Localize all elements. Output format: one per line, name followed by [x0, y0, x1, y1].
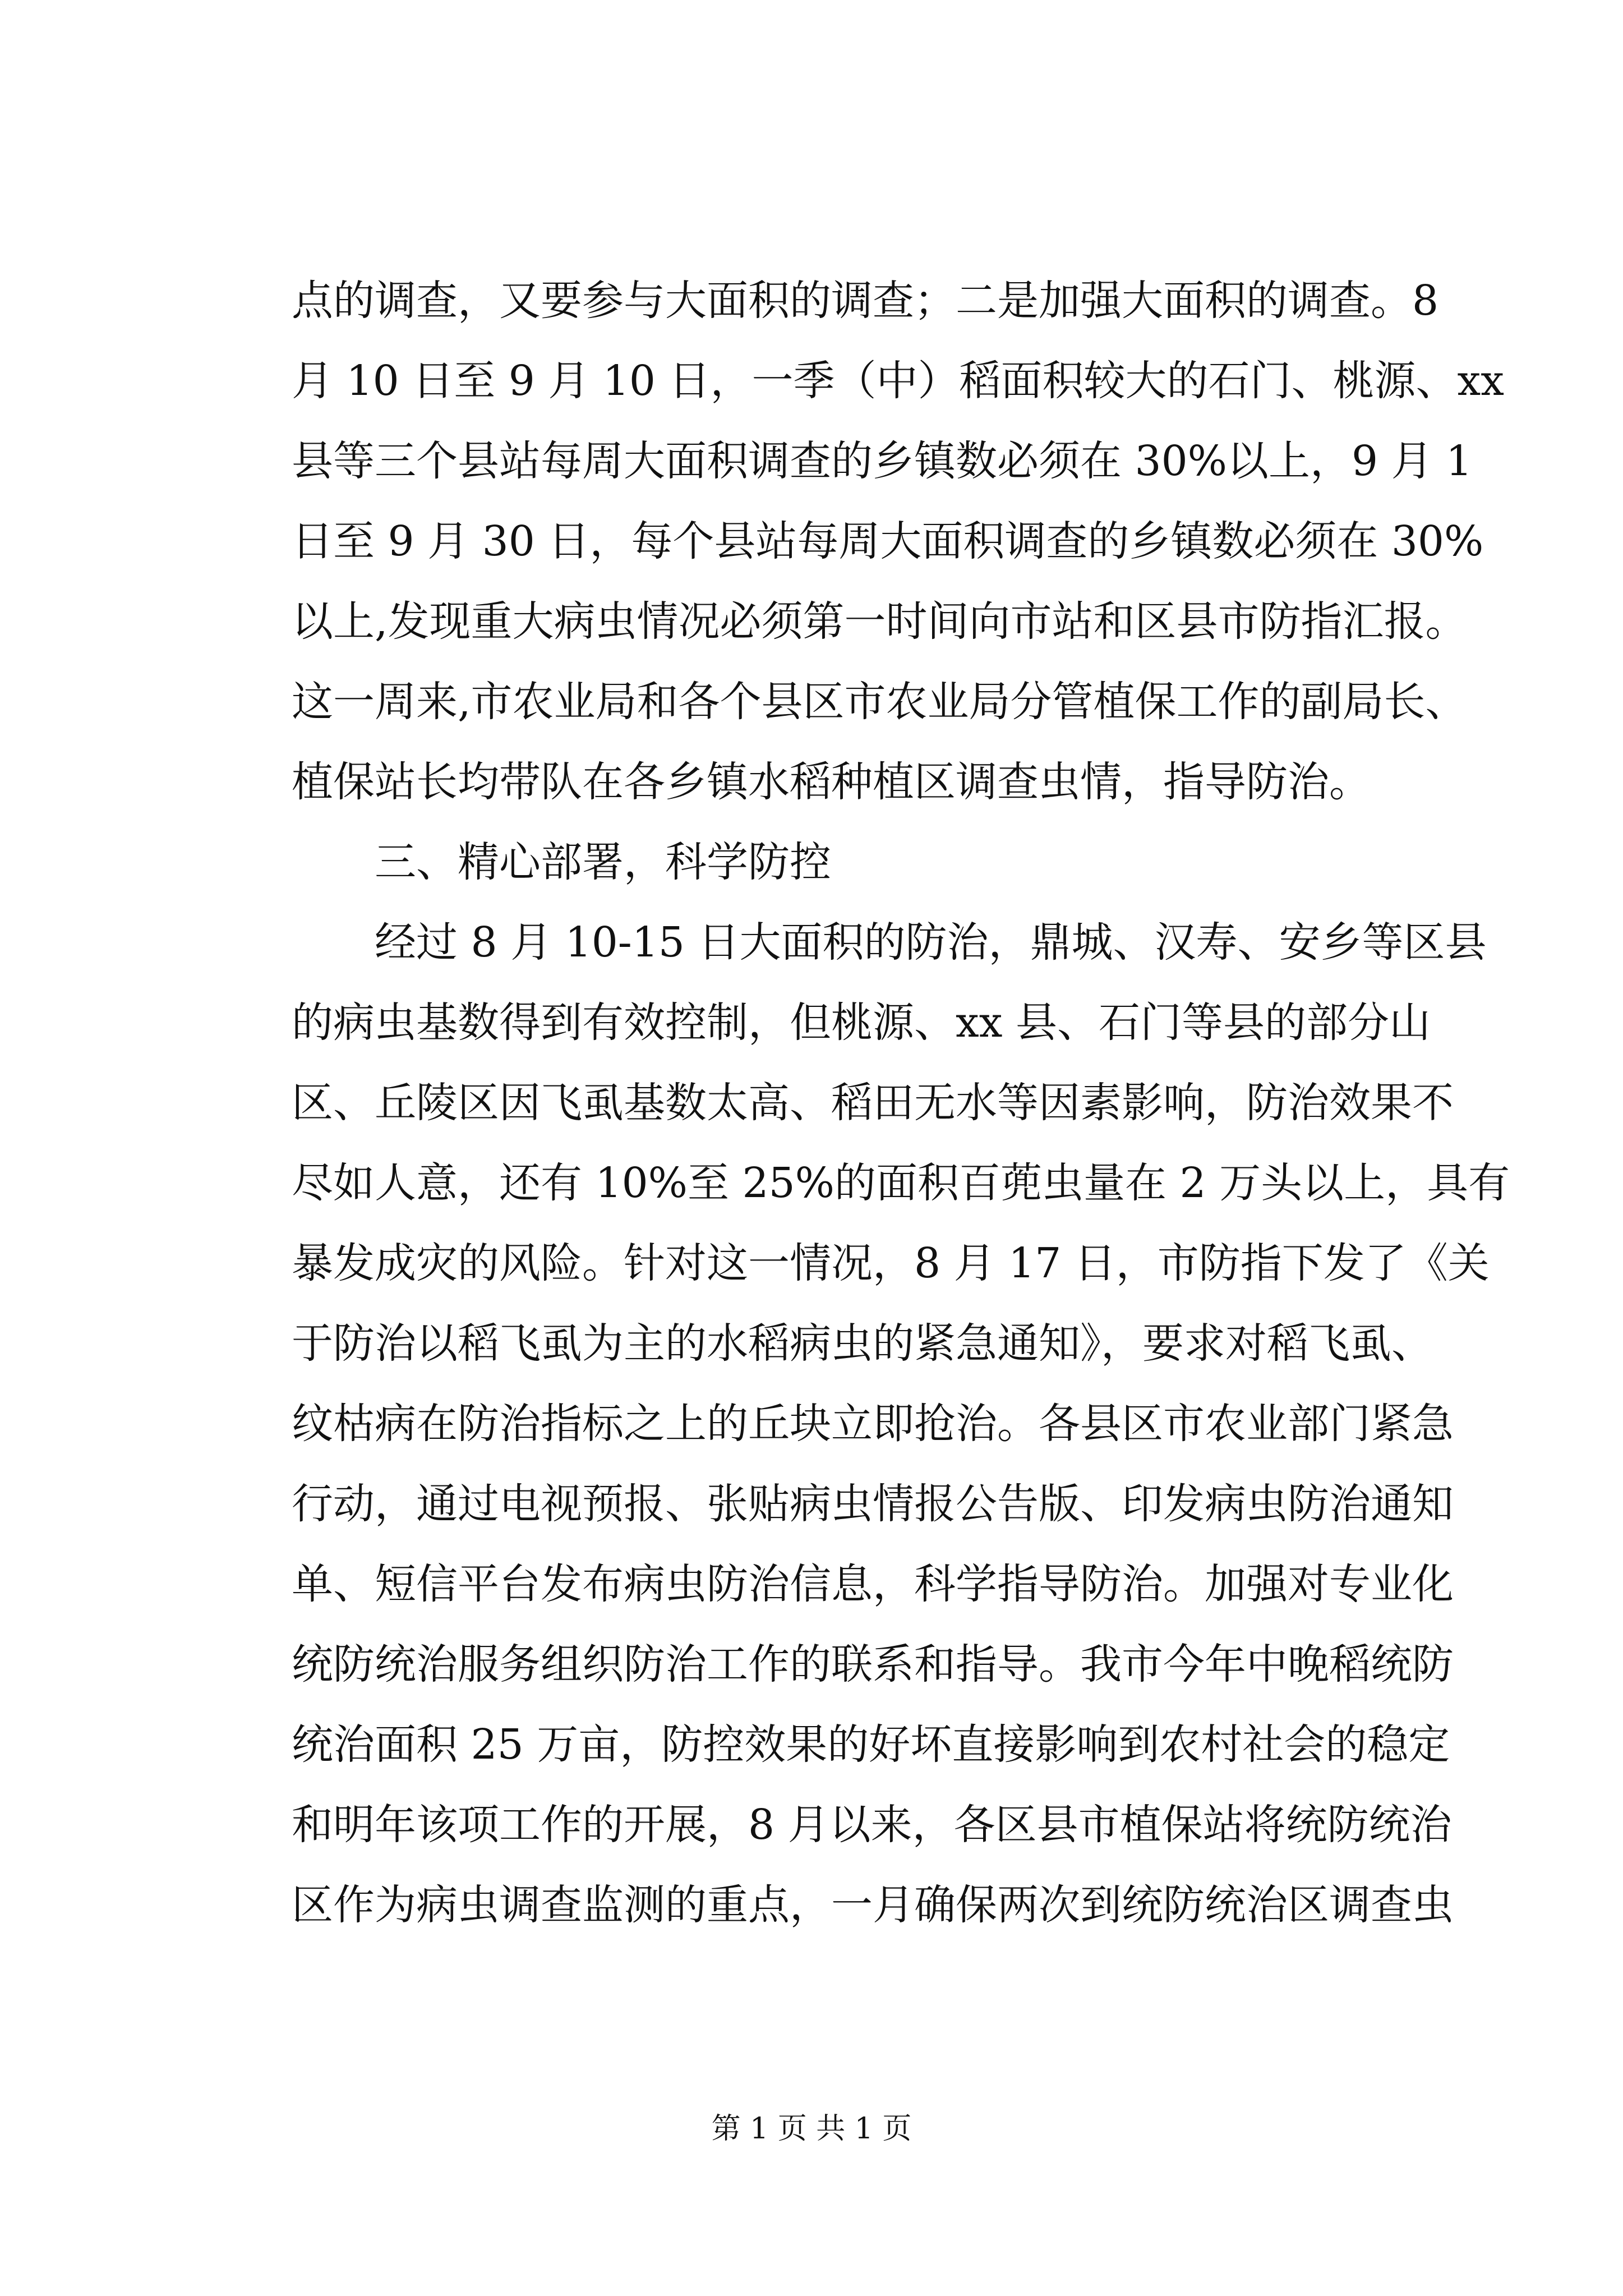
text-line: 日至 9 月 30 日，每个县站每周大面积调查的乡镇数必须在 30% [292, 517, 1484, 565]
text-line: 区、丘陵区因飞虱基数太高、稻田无水等因素影响，防治效果不 [292, 1079, 1454, 1127]
text-line: 区作为病虫调查监测的重点，一月确保两次到统防统治区调查虫 [292, 1881, 1454, 1929]
document-body [292, 261, 1510, 1945]
text-line: 于防治以稻飞虱为主的水稻病虫的紧急通知》，要求对稻飞虱、 [292, 1319, 1433, 1368]
text-line: 统治面积 25 万亩，防控效果的好坏直接影响到农村社会的稳定 [292, 1720, 1450, 1769]
page-number-footer: 第 1 页 共 1 页 [711, 2112, 912, 2146]
text-line: 经过 8 月 10-15 日大面积的防治，鼎城、汉寿、安乡等区县 [375, 918, 1487, 967]
section-heading: 三、精心部署，科学防控 [375, 838, 831, 886]
text-line: 行动，通过电视预报、张贴病虫情报公告版、印发病虫防治通知 [292, 1480, 1454, 1528]
text-line: 点的调查，又要参与大面积的调查；二是加强大面积的调查。8 [292, 277, 1439, 325]
text-line: 单、短信平台发布病虫防治信息，科学指导防治。加强对专业化 [292, 1560, 1454, 1608]
text-line: 这一周来,市农业局和各个县区市农业局分管植保工作的副局长、 [292, 678, 1467, 726]
text-line: 统防统治服务组织防治工作的联系和指导。我市今年中晚稻统防 [292, 1640, 1454, 1688]
text-line: 月 10 日至 9 月 10 日，一季（中）稻面积较大的石门、桃源、xx [292, 357, 1505, 405]
text-line: 尽如人意，还有 10%至 25%的面积百蔸虫量在 2 万头以上，具有 [292, 1159, 1510, 1207]
text-line: 暴发成灾的风险。针对这一情况，8 月 17 日，市防指下发了《关 [292, 1239, 1490, 1287]
text-line: 的病虫基数得到有效控制，但桃源、xx 县、石门等县的部分山 [292, 999, 1431, 1047]
text-line: 以上,发现重大病虫情况必须第一时间向市站和区县市防指汇报。 [292, 597, 1467, 646]
text-line: 植保站长均带队在各乡镇水稻种植区调查虫情，指导防治。 [292, 758, 1371, 806]
text-line: 县等三个县站每周大面积调查的乡镇数必须在 30%以上，9 月 1 [292, 437, 1473, 485]
text-line: 和明年该项工作的开展，8 月以来，各区县市植保站将统防统治 [292, 1801, 1452, 1849]
text-line: 纹枯病在防治指标之上的丘块立即抢治。各县区市农业部门紧急 [292, 1400, 1454, 1448]
